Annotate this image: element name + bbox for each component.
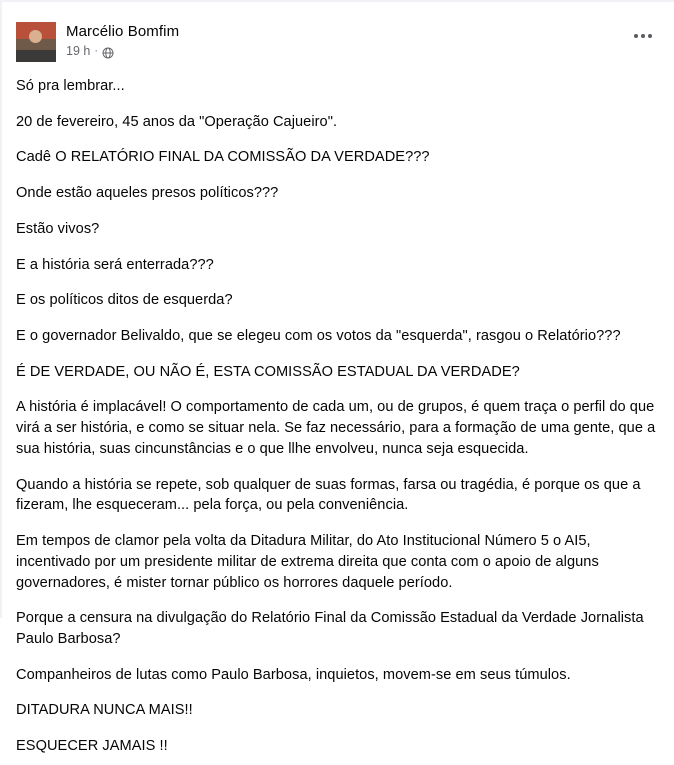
- avatar[interactable]: [16, 22, 56, 62]
- post-body: [0, 62, 674, 765]
- avatar-face: [29, 30, 42, 43]
- post-paragraph: 20 de fevereiro, 45 anos da "Operação Cajueiro".: [16, 113, 338, 130]
- post-paragraph: A história é implacável! O comportamento de cada um, ou de grupos, é quem traça o perfil do que virá a ser história, e como se situar nela. Se faz necessário, para a formação de uma gente, que a sua história, suas cincunstâncias e o que llhe envolveu, nunca seja esquecida.: [16, 399, 656, 457]
- post-paragraph: Companheiros de lutas como Paulo Barbosa, inquietos, movem-se em seus túmulos.: [16, 666, 571, 683]
- post-paragraph: É DE VERDADE, OU NÃO É, ESTA COMISSÃO ESTADUAL DA VERDADE?: [16, 363, 520, 380]
- post-paragraph: Só pra lembrar...: [16, 78, 125, 94]
- post-paragraph: Onde estão aqueles presos políticos???: [16, 185, 279, 202]
- post-paragraph: Estão vivos?: [16, 220, 100, 237]
- more-options-dot: [648, 34, 652, 38]
- post-paragraph: E os políticos ditos de esquerda?: [16, 292, 233, 309]
- post-header: [0, 0, 674, 62]
- post-header-text: [66, 22, 179, 59]
- avatar-shape-bottom: [16, 50, 56, 62]
- post-paragraph: DITADURA NUNCA MAIS!!: [16, 702, 193, 719]
- more-options-dot: [634, 34, 638, 38]
- post-paragraph: Cadê O RELATÓRIO FINAL DA COMISSÃO DA VERDADE???: [16, 149, 430, 166]
- post-paragraph: Quando a história se repete, sob qualquer de suas formas, farsa ou tragédia, é porque os que a fizeram, lhe esqueceram... pela força, ou pela conveniência.: [16, 476, 641, 514]
- post-paragraph: E a história será enterrada???: [16, 256, 214, 273]
- more-options-dot: [641, 34, 645, 38]
- more-options-icon[interactable]: [634, 34, 652, 38]
- post-paragraph: ESQUECER JAMAIS !!: [16, 738, 168, 755]
- post-author-name[interactable]: Marcélio Bomfim: [66, 23, 180, 40]
- post-paragraph: E o governador Belivaldo, que se elegeu com os votos da "esquerda", rasgou o Relatório???: [16, 328, 621, 345]
- globe-icon[interactable]: [102, 47, 114, 59]
- left-edge-strip: [0, 0, 2, 618]
- post-timestamp[interactable]: 19 h: [66, 44, 91, 58]
- meta-separator: ·: [94, 45, 99, 57]
- post-paragraph: Em tempos de clamor pela volta da Ditadura Militar, do Ato Institucional Número 5 o AI5, incentivado por um presidente militar de extrema direita que conta com o apoio de alguns governadores, é mister tornar público os horrores daquele período.: [16, 533, 599, 591]
- post-meta: [66, 44, 179, 59]
- post-paragraph: Porque a censura na divulgação do Relatório Final da Comissão Estadual da Verdade Jornalista Paulo Barbosa?: [16, 610, 644, 647]
